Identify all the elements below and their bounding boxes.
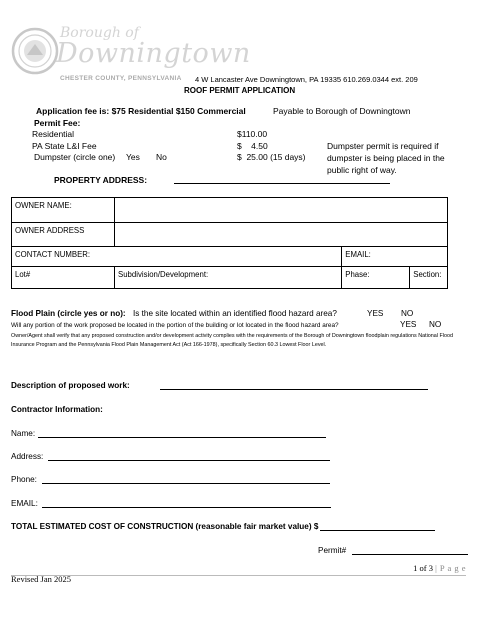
contact-number-label: CONTACT NUMBER: [15, 250, 91, 259]
property-address-label: PROPERTY ADDRESS: [54, 175, 148, 185]
property-address-line[interactable] [174, 183, 390, 184]
page-number [413, 563, 466, 573]
dumpster-label: Dumpster (circle one) [34, 152, 116, 162]
county-label: CHESTER COUNTY, PENNSYLVANIA [60, 75, 182, 82]
dumpster-no-option[interactable]: No [156, 152, 167, 162]
owner-name-field[interactable] [115, 198, 448, 223]
name-label: Name: [11, 429, 36, 438]
state-fee-label: PA State L&I Fee [32, 141, 97, 151]
flood-question-2: Will any portion of the work proposed be located in the portion of the building or lot located in the flood hazard area? [11, 322, 339, 329]
contractor-email-line[interactable] [42, 507, 331, 508]
section-label: Section: [413, 270, 442, 279]
contractor-phone-line[interactable] [42, 483, 330, 484]
total-cost-label: TOTAL ESTIMATED COST OF CONSTRUCTION (reasonable fair market value) $ [11, 522, 319, 531]
owner-address-field[interactable] [115, 223, 448, 247]
residential-fee-label: Residential [32, 129, 75, 139]
owner-info-table [11, 197, 448, 289]
dumpster-yes-option[interactable]: Yes [126, 152, 140, 162]
email-label: EMAIL: [345, 250, 371, 259]
contractor-address-line[interactable] [48, 460, 330, 461]
description-label: Description of proposed work: [11, 381, 130, 390]
form-title: ROOF PERMIT APPLICATION [184, 86, 296, 95]
lot-label: Lot# [15, 270, 31, 279]
borough-seal-icon [11, 27, 59, 75]
flood-question: Is the site located within an identified flood hazard area? [133, 309, 337, 318]
phase-label: Phase: [345, 270, 370, 279]
state-fee-amount: $ 4.50 [237, 141, 268, 151]
revised-date: Revised Jan 2025 [11, 574, 71, 584]
section-field[interactable] [410, 267, 448, 289]
description-line[interactable] [160, 389, 428, 390]
dumpster-fee-amount: $ 25.00 (15 days) [237, 152, 306, 162]
flood-yes-option-2[interactable]: YES [400, 320, 417, 329]
permit-fee-title: Permit Fee: [34, 118, 81, 128]
flood-plain-label: Flood Plain (circle yes or no): [11, 309, 126, 318]
email-contractor-label: EMAIL: [11, 499, 38, 508]
total-cost-line[interactable] [320, 530, 435, 531]
flood-no-option[interactable]: NO [401, 309, 414, 318]
owner-address-label: OWNER ADDRESS [12, 223, 115, 247]
owner-name-label: OWNER NAME: [12, 198, 115, 223]
email-field[interactable] [342, 247, 448, 267]
contractor-info-label: Contractor Information: [11, 405, 103, 414]
borough-wordmark: Downingtown [56, 38, 251, 69]
footer-divider [11, 575, 466, 576]
office-address: 4 W Lancaster Ave Downingtown, PA 19335 610.269.0344 ext. 209 [195, 75, 418, 84]
contact-number-field[interactable] [12, 247, 342, 267]
payable-to: Payable to Borough of Downingtown [273, 106, 411, 116]
dumpster-note: Dumpster permit is required if dumpster is being placed in the public right of way. [327, 141, 445, 175]
flood-yes-option[interactable]: YES [367, 309, 384, 318]
flood-disclaimer: Owner/Agent shall verify that any proposed construction and/or development activity complies with the requirements of the Borough of Downingtown floodplain regulations National Flood Insurance Program and the Pennsylvania Flood Plain Management Act (Act 166-1978), specifically Section 60.3 Lowest Floor Level. [11, 333, 453, 348]
subdivision-label: Subdivision/Development: [118, 270, 209, 279]
page-word: | P a g e [435, 563, 466, 573]
subdivision-field[interactable] [115, 267, 342, 289]
borough-small-wordmark: Borough of [60, 25, 139, 41]
address-label: Address: [11, 452, 44, 461]
page-count: 1 of 3 [413, 563, 433, 573]
application-fee-line: Application fee is: $75 Residential $150 Commercial [36, 106, 246, 116]
permit-number-label: Permit# [318, 546, 347, 555]
phase-field[interactable] [342, 267, 410, 289]
permit-number-line[interactable] [352, 554, 468, 555]
lot-field[interactable] [12, 267, 115, 289]
contractor-name-line[interactable] [38, 437, 326, 438]
flood-no-option-2[interactable]: NO [429, 320, 442, 329]
phone-label: Phone: [11, 475, 37, 484]
residential-fee-amount: $110.00 [237, 129, 268, 139]
